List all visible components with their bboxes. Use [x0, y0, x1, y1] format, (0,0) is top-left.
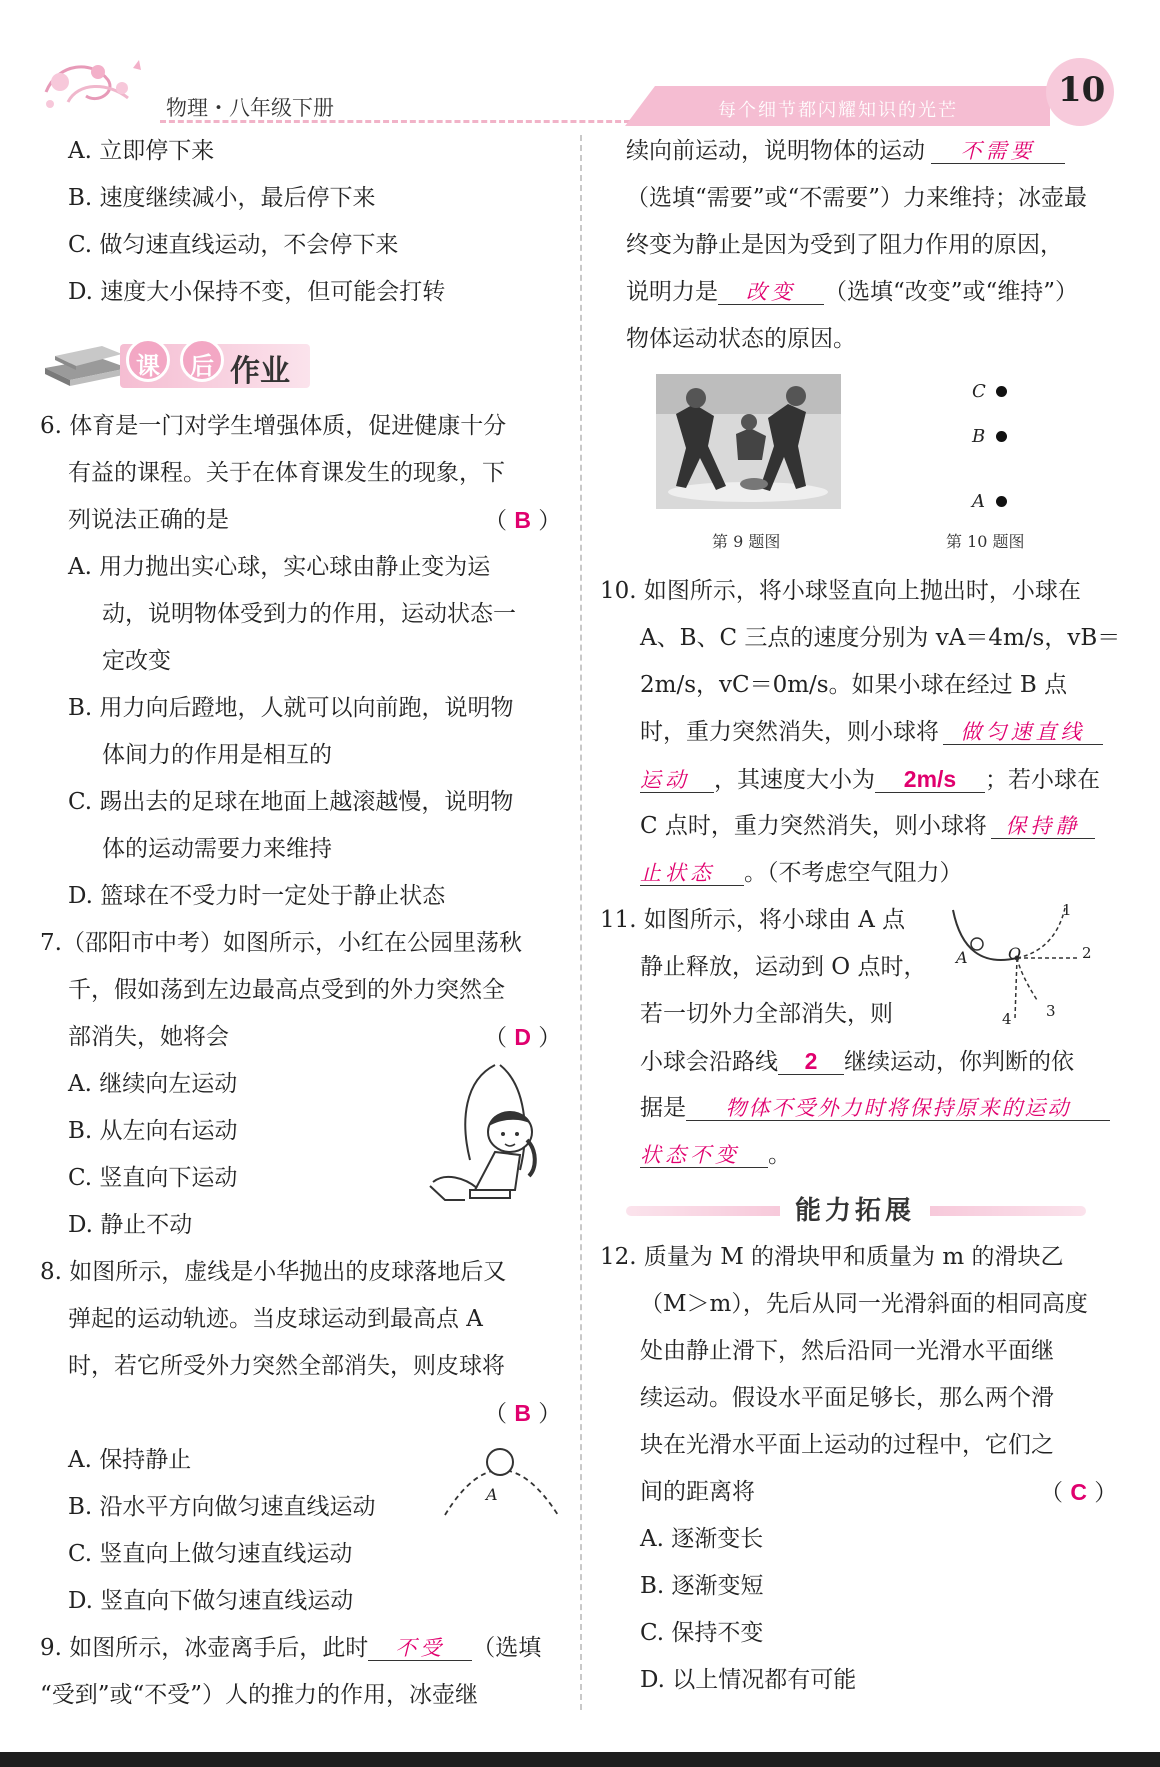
q6-option-c-1: C. 踢出去的足球在地面上越滚越慢，说明物 — [68, 789, 514, 815]
q8-answer-paren: （ B ） — [484, 1400, 562, 1427]
q9-blank-3 — [718, 281, 824, 305]
q9-cont-line-5: 物体运动状态的原因。 — [626, 326, 856, 352]
q10-blank-3b-answer: 止状态 — [640, 861, 715, 885]
fig10-label-a: A — [972, 491, 985, 512]
q9-blank-3-answer: 改变 — [746, 280, 796, 304]
swing-girl-figure — [425, 1060, 565, 1225]
q9-blank-2-answer: 不需要 — [960, 139, 1036, 163]
q8-option-b: B. 沿水平方向做匀速直线运动 — [68, 1494, 376, 1520]
q12-option-d: D. 以上情况都有可能 — [640, 1667, 857, 1693]
curling-photo — [656, 374, 841, 509]
q10-blank-1b-answer: 运动 — [640, 768, 690, 792]
q12-option-c: C. 保持不变 — [640, 1620, 764, 1646]
q11-line-5-pre: 据是 — [640, 1095, 686, 1121]
option-d: D. 速度大小保持不变，但可能会打转 — [68, 279, 446, 305]
option-a: A. 立即停下来 — [68, 138, 215, 164]
q9-line-1-post: （选填 — [472, 1635, 542, 1661]
q11-blank-1-answer: 2 — [804, 1048, 818, 1074]
q12-line-5: 块在光滑水平面上运动的过程中，它们之 — [640, 1432, 1054, 1458]
q7-stem-line-1: 7.（邵阳市中考）如图所示，小红在公园里荡秋 — [40, 930, 522, 956]
q7-option-b: B. 从左向右运动 — [68, 1118, 238, 1144]
q11-line-6-post: 。 — [768, 1142, 791, 1168]
q9-line-1 — [40, 1637, 541, 1661]
floral-ornament-icon — [38, 52, 158, 118]
q8-stem-line-3: 时，若它所受外力突然全部消失，则皮球将 — [68, 1353, 505, 1379]
homework-label-1: 课 — [136, 352, 160, 380]
books-icon — [40, 328, 130, 388]
option-c: C. 做匀速直线运动，不会停下来 — [68, 232, 399, 258]
fig10-label-b: B — [972, 426, 986, 447]
q11-line-6 — [640, 1144, 791, 1168]
q8-option-c: C. 竖直向上做匀速直线运动 — [68, 1541, 353, 1567]
q11-line-2: 静止释放，运动到 O 点时， — [640, 954, 927, 980]
q10-line-6-pre: C 点时，重力突然消失，则小球将 — [640, 813, 987, 839]
q12-line-1: 12. 质量为 M 的滑块甲和质量为 m 的滑块乙 — [600, 1244, 1064, 1270]
q12-line-3: 处由静止滑下，然后沿同一光滑水平面继 — [640, 1338, 1054, 1364]
q7-option-c: C. 竖直向下运动 — [68, 1165, 238, 1191]
q6-option-d: D. 篮球在不受力时一定处于静止状态 — [68, 883, 446, 909]
q10-line-1: 10. 如图所示，将小球竖直向上抛出时，小球在 — [600, 578, 1081, 604]
q11-fig-label-a: A — [956, 948, 968, 967]
q9-cont-line-4-post: （选填“改变”或“维持”） — [824, 279, 1079, 305]
fig10-dot-c — [996, 386, 1007, 397]
option-b: B. 速度继续减小，最后停下来 — [68, 185, 376, 211]
header-slogan: 每个细节都闪耀知识的光芒 — [718, 100, 958, 121]
q7-answer: D — [514, 1024, 531, 1050]
q12-option-b: B. 逐渐变短 — [640, 1573, 764, 1599]
q7-answer-paren: （ D ） — [484, 1024, 562, 1051]
book-title: 物理・八年级下册 — [166, 96, 334, 120]
q12-line-2: （M＞m），先后从同一光滑斜面的相同高度 — [640, 1291, 1088, 1317]
q9-cont-line-4 — [626, 281, 1078, 305]
q6-option-c-2: 体的运动需要力来维持 — [102, 836, 332, 862]
q9-line-2: “受到”或“不受”）人的推力的作用，冰壶继 — [40, 1682, 479, 1708]
q6-answer: B — [514, 507, 531, 533]
q10-line-7-post: 。（不考虑空气阻力） — [744, 860, 963, 886]
q11-fig-label-2: 2 — [1082, 944, 1092, 962]
header-dashed-rule — [160, 120, 630, 123]
q10-line-2: A、B、C 三点的速度分别为 vA＝4m/s，vB＝ — [640, 625, 1121, 651]
q8-option-d: D. 竖直向下做匀速直线运动 — [68, 1588, 354, 1614]
q10-line-5-post: ；若小球在 — [985, 767, 1100, 793]
q9-cont-line-2: （选填“需要”或“不需要”）力来维持；冰壶最 — [626, 185, 1088, 211]
bottom-bar — [0, 1752, 1160, 1767]
q10-blank-2-answer: 2m/s — [903, 766, 957, 792]
q12-answer: C — [1070, 1479, 1087, 1505]
q10-blank-3b — [640, 862, 744, 886]
q11-blank-1 — [778, 1050, 844, 1075]
q11-blank-2b — [640, 1144, 768, 1168]
q6-stem-line-1: 6. 体育是一门对学生增强体质，促进健康十分 — [40, 413, 507, 439]
q10-blank-3a — [991, 815, 1095, 839]
q6-stem-line-2: 有益的课程。关于在体育课发生的现象，下 — [68, 460, 505, 486]
q9-blank-2 — [931, 140, 1065, 164]
q11-line-4-pre: 小球会沿路线 — [640, 1049, 778, 1075]
q11-fig-label-o: O — [1008, 944, 1022, 963]
q9-cont-line-1-pre: 续向前运动，说明物体的运动 — [626, 138, 925, 164]
q10-blank-2 — [875, 768, 985, 793]
q10-blank-1a — [943, 721, 1103, 745]
q10-line-4-pre: 时，重力突然消失，则小球将 — [640, 719, 939, 745]
q11-line-3: 若一切外力全部消失，则 — [640, 1001, 893, 1027]
column-divider — [580, 135, 582, 1710]
q9-cont-line-3: 终变为静止是因为受到了阻力作用的原因， — [626, 232, 1063, 258]
homework-label-2: 后 — [190, 352, 214, 380]
q8-answer: B — [514, 1400, 531, 1426]
q8-option-a: A. 保持静止 — [68, 1447, 192, 1473]
ability-section-title: 能力拓展 — [795, 1196, 916, 1226]
q7-stem-line-3: 部消失，她将会 — [68, 1024, 229, 1050]
q12-line-4: 续运动。假设水平面足够长，那么两个滑 — [640, 1385, 1054, 1411]
fig10-dot-a — [996, 496, 1007, 507]
q11-line-5 — [640, 1097, 1110, 1121]
q12-option-a: A. 逐渐变长 — [640, 1526, 764, 1552]
homework-label-3: 作业 — [230, 354, 290, 389]
fig10-label-c: C — [972, 381, 986, 402]
q6-option-a-3: 定改变 — [102, 648, 171, 674]
q7-option-a: A. 继续向左运动 — [68, 1071, 238, 1097]
q8-point-label: A — [486, 1485, 498, 1504]
bouncing-ball-trajectory-figure — [440, 1440, 565, 1520]
fig10-dot-b — [996, 431, 1007, 442]
q10-line-5 — [640, 768, 1100, 793]
q6-answer-paren: （ B ） — [484, 507, 562, 534]
q9-cont-line-1 — [626, 140, 1065, 164]
q10-line-5-mid: ，其速度大小为 — [714, 767, 875, 793]
q11-blank-2a — [686, 1097, 1110, 1121]
q7-option-d: D. 静止不动 — [68, 1212, 193, 1238]
q6-stem-line-3: 列说法正确的是 — [68, 507, 229, 533]
q9-cont-line-4-pre: 说明力是 — [626, 279, 718, 305]
q7-stem-line-2: 千，假如荡到左边最高点受到的外力突然全 — [68, 977, 505, 1003]
q10-line-3: 2m/s，vC＝0m/s。如果小球在经过 B 点 — [640, 672, 1068, 698]
q6-option-a-1: A. 用力抛出实心球，实心球由静止变为运 — [68, 554, 491, 580]
q11-fig-label-4: 4 — [1002, 1010, 1012, 1028]
q6-option-a-2: 动，说明物体受到力的作用，运动状态一 — [102, 601, 516, 627]
q12-line-6: 间的距离将 — [640, 1479, 755, 1505]
q11-line-4-post: 继续运动，你判断的依 — [844, 1049, 1074, 1075]
q11-blank-2b-answer: 状态不变 — [640, 1143, 740, 1167]
q10-line-4 — [640, 721, 1103, 745]
q10-line-7 — [640, 862, 963, 886]
q11-fig-label-1: 1 — [1062, 901, 1072, 919]
pendulum-path-figure — [945, 900, 1105, 1030]
q8-stem-line-2: 弹起的运动轨迹。当皮球运动到最高点 A — [68, 1306, 483, 1332]
fig9-caption: 第 9 题图 — [712, 532, 781, 551]
q6-option-b-2: 体间力的作用是相互的 — [102, 742, 332, 768]
q9-blank-1-answer: 不受 — [395, 1636, 446, 1660]
q6-option-b-1: B. 用力向后蹬地，人就可以向前跑，说明物 — [68, 695, 514, 721]
q11-line-1: 11. 如图所示，将小球由 A 点 — [600, 907, 906, 933]
q11-fig-label-3: 3 — [1046, 1002, 1056, 1020]
q8-stem-line-1: 8. 如图所示，虚线是小华抛出的皮球落地后又 — [40, 1259, 507, 1285]
q10-blank-1b — [640, 769, 714, 793]
q11-blank-2a-answer: 物体不受外力时将保持原来的运动 — [725, 1096, 1071, 1120]
fig10-caption: 第 10 题图 — [946, 532, 1025, 551]
q11-line-4 — [640, 1050, 1074, 1075]
q9-line-1-pre: 9. 如图所示，冰壶离手后，此时 — [40, 1635, 369, 1661]
page-number: 10 — [1058, 70, 1106, 110]
q10-blank-1a-answer: 做匀速直线 — [960, 720, 1086, 744]
q10-line-6 — [640, 815, 1095, 839]
q10-blank-3a-answer: 保持静 — [1005, 814, 1081, 838]
q9-blank-1 — [368, 1637, 472, 1661]
q12-answer-paren: （ C ） — [1040, 1479, 1118, 1506]
